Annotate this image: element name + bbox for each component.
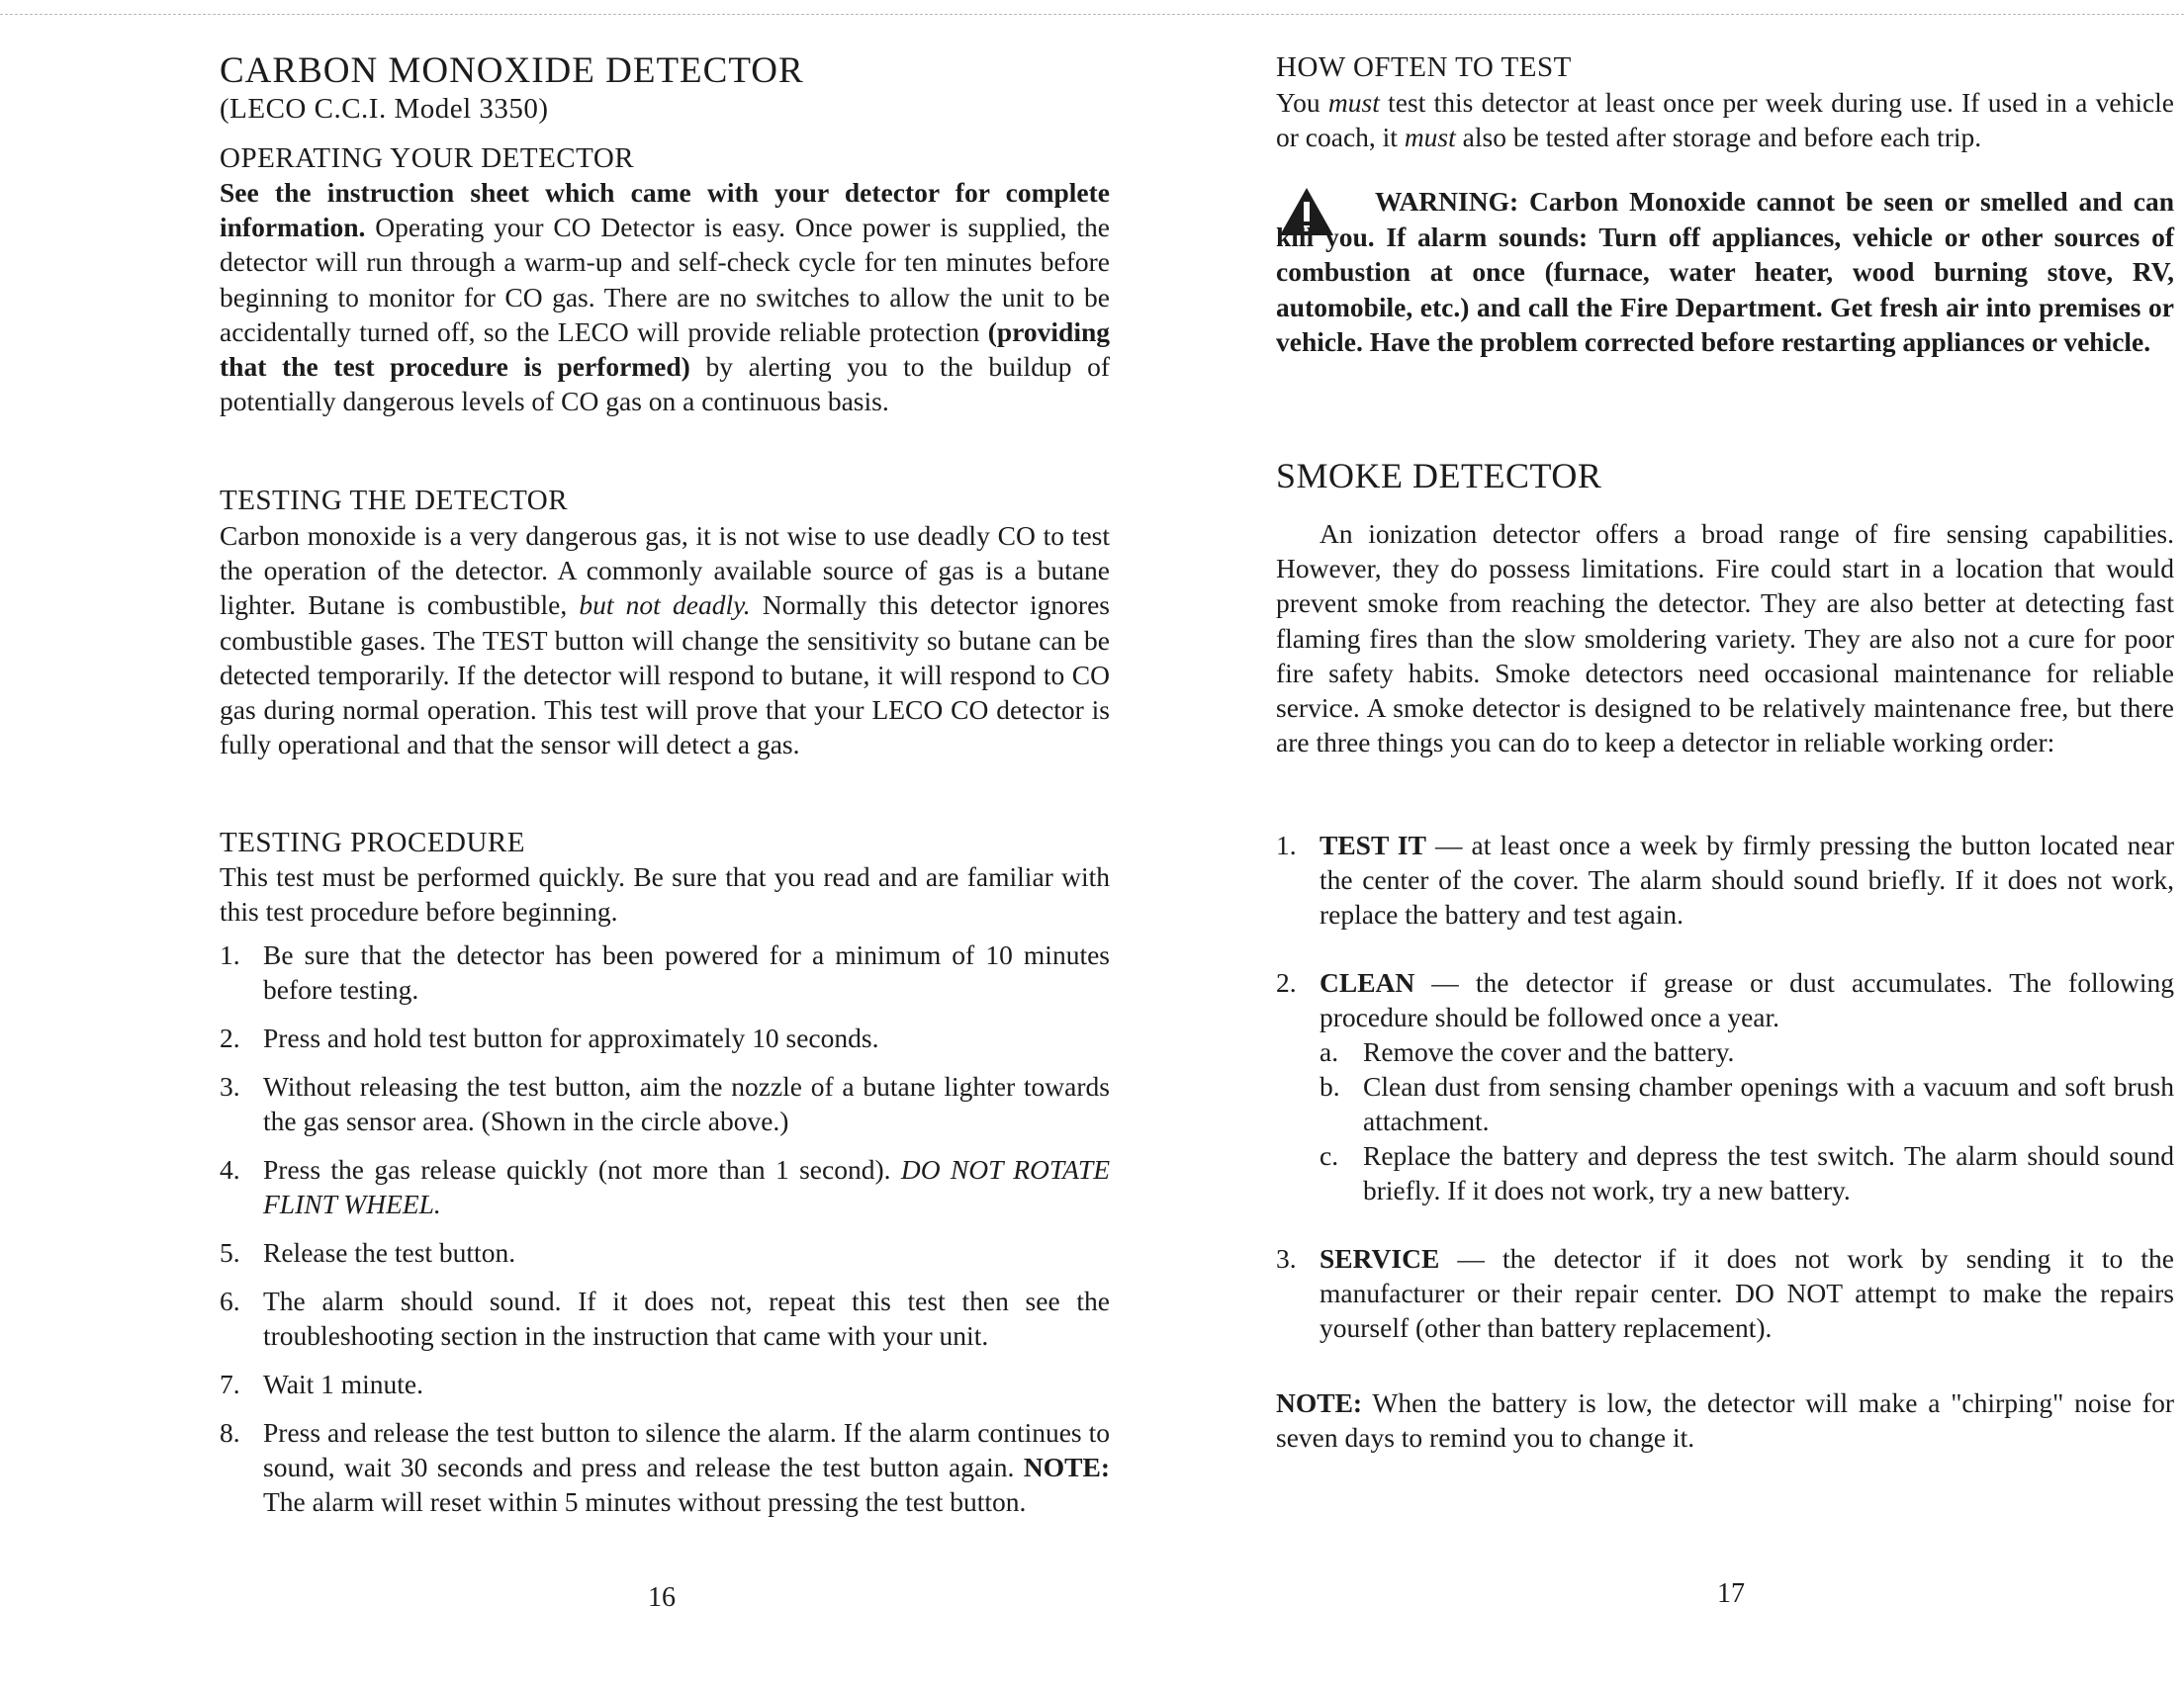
smoke-intro: An ionization detector offers a broad range of fire sensing capabilities. However, they do possess limitations. Fire could start in a location that would prevent smoke from reaching the detector. They are also better at detecting fast flaming fires than the slow smoldering variety. They are also not a cure for poor fire safety habits. Smoke detectors need occasional maintenance for reliable service. A smoke detector is designed to be relatively maintenance free, but there are three things you can do to keep a detector in reliable working order: [1276, 518, 2174, 758]
list-item: 6. The alarm should sound. If it does not, repeat this test then see the troubleshooting section in the instruction that came with your unit. [220, 1286, 1110, 1351]
list-item: 3. Without releasing the test button, aim the nozzle of a butane lighter towards the gas sensor area. (Shown in the circle above.) [220, 1071, 1110, 1136]
model-subtitle: (LECO C.C.I. Model 3350) [220, 93, 549, 125]
list-item: 2. CLEAN — the detector if grease or dust accumulates. The following procedure should be followed once a year. a. Remove the cover and the battery. b. Clean dust from sensing chamber openings with a vacuum and soft brush attachment. c. Replace the battery and depress the test switch. The alarm should sound briefly. If it does not work, try a new battery. [1276, 967, 2174, 1205]
operating-lead: See the instruction sheet which came with your detector for complete information. [220, 177, 1110, 243]
list-item: b. Clean dust from sensing chamber openings with a vacuum and soft brush attachment. [1320, 1071, 2174, 1136]
heading-operating: OPERATING YOUR DETECTOR [220, 142, 635, 174]
battery-note: NOTE: When the battery is low, the detector will make a "chirping" noise for seven days to remind you to change it. [1276, 1387, 2174, 1454]
smoke-maintenance-list [1276, 828, 2174, 1345]
testing-paragraph: Carbon monoxide is a very dangerous gas, it is not wise to use deadly CO to test the operation of the detector. A commonly available source of gas is a butane lighter. Butane is combustible, but not deadly. Normally this detector ignores combustible gases. The TEST button will change the sensitivity so butane can be detected temporarily. If the detector will respond to butane, it will respond to CO gas during normal operation. This test will prove that your LECO CO detector is fully operational and that the sensor will detect a gas. [220, 520, 1110, 760]
list-item: 3. SERVICE — the detector if it does not work by sending it to the manufacturer or their repair center. DO NOT attempt to make the repairs yourself (other than battery replacement). [1276, 1243, 2174, 1343]
list-item: 8. Press and release the test button to silence the alarm. If the alarm continues to sound, wait 30 seconds and press and release the test button again. NOTE: The alarm will reset within 5 minutes without pressing the test button. [220, 1417, 1110, 1517]
list-item: 4. Press the gas release quickly (not more than 1 second). DO NOT ROTATE FLINT WHEEL. [220, 1154, 1111, 1219]
list-item: 2. Press and hold test button for approximately 10 seconds. [220, 1023, 879, 1053]
page-number-right: 17 [1717, 1578, 1745, 1609]
clean-sub-steps [1320, 1034, 2174, 1207]
heading-smoke: SMOKE DETECTOR [1276, 456, 1602, 495]
procedure-steps [220, 937, 1110, 1533]
list-item: a. Remove the cover and the battery. [1320, 1036, 1735, 1067]
warning-text: WARNING: Carbon Monoxide cannot be seen or smelled and can kill you. If alarm sounds: Turn off appliances, vehicle or other sources of combustion at once (furnace, water heater, wood burning stove, RV, automobile, etc.) and call the Fire Department. Get fresh air into premises or vehicle. Have the problem corrected before restarting appliances or vehicle. [1276, 186, 2174, 357]
page-number-left: 16 [648, 1582, 676, 1613]
list-item: 7. Wait 1 minute. [220, 1369, 423, 1399]
list-item: c. Replace the battery and depress the test switch. The alarm should sound briefly. If it does not work, try a new battery. [1320, 1140, 2174, 1205]
heading-procedure: TESTING PROCEDURE [220, 827, 525, 858]
list-item: 1. Be sure that the detector has been powered for a minimum of 10 minutes before testing. [220, 939, 1110, 1005]
operating-paragraph: See the instruction sheet which came with your detector for complete information. Operating your CO Detector is easy. Once power is supplied, the detector will run through a warm-up and self-check cycle for ten minutes before beginning to monitor for CO gas. There are no switches to allow the unit to be accidentally turned off, so the LECO will provide reliable protection (providing that the test procedure is performed) by alerting you to the buildup of potentially dangerous levels of CO gas on a continuous basis. [220, 177, 1110, 417]
heading-how-often: HOW OFTEN TO TEST [1276, 51, 1572, 83]
list-item: 5. Release the test button. [220, 1237, 516, 1268]
how-often-paragraph: You must test this detector at least once per week during use. If used in a vehicle or coach, it must also be tested after storage and before each trip. [1276, 87, 2175, 153]
top-scan-line [0, 14, 2184, 15]
page-title: CARBON MONOXIDE DETECTOR [220, 50, 804, 91]
heading-testing: TESTING THE DETECTOR [220, 485, 569, 516]
procedure-intro: This test must be performed quickly. Be sure that you read and are familiar with this test procedure before beginning. [220, 861, 1110, 928]
list-item: 1. TEST IT — at least once a week by firmly pressing the button located near the center of the cover. The alarm should sound briefly. If it does not work, replace the battery and test again. [1276, 830, 2175, 930]
